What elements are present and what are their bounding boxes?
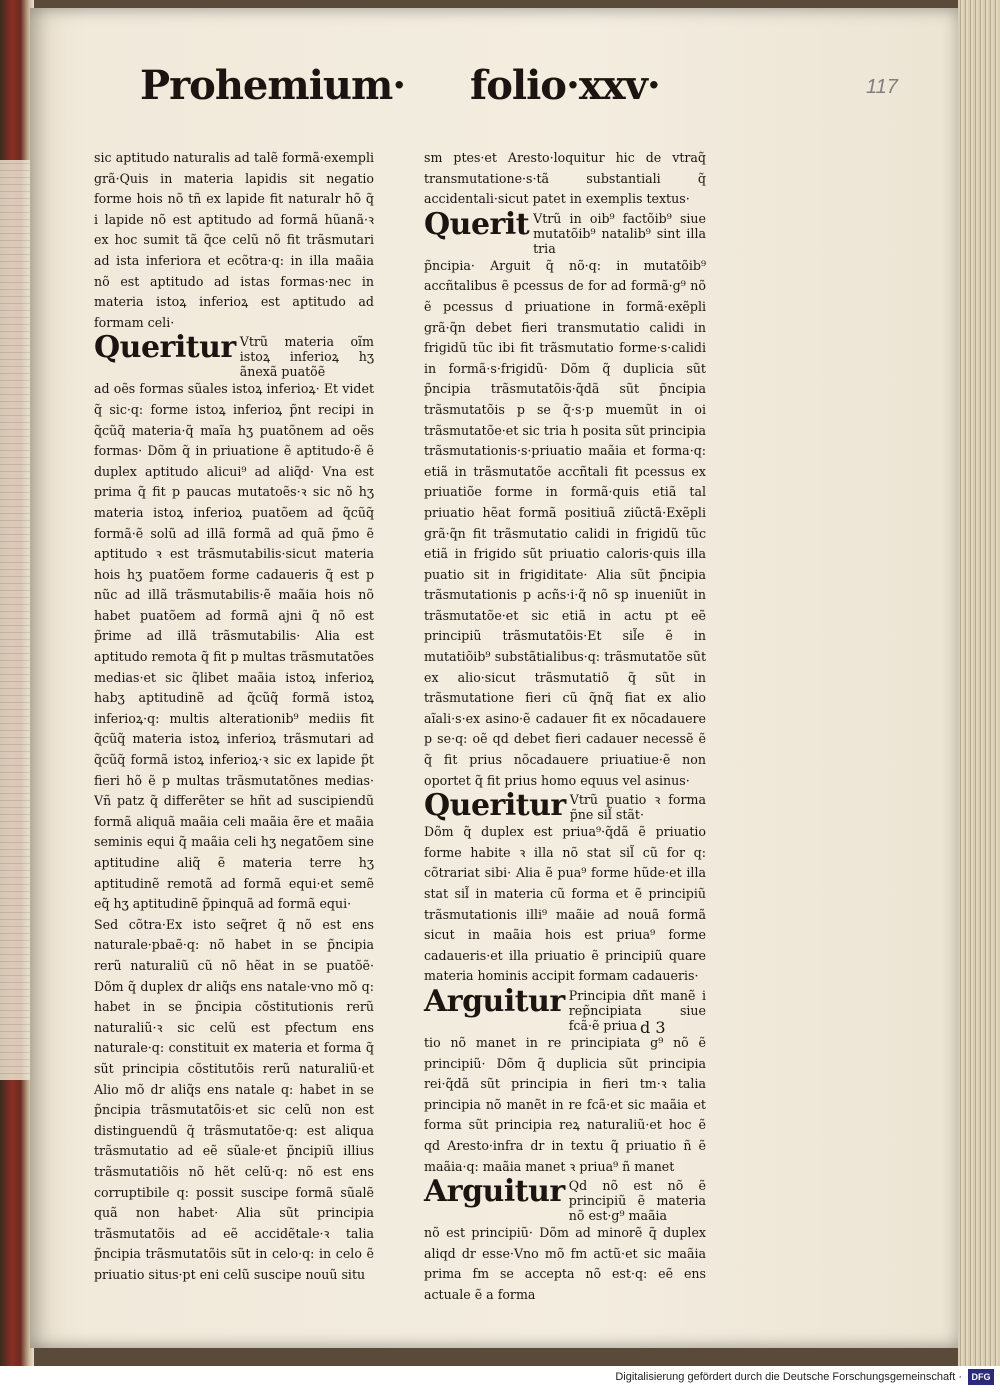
right-text-column	[424, 148, 706, 1306]
folio-label: folio·xxv·	[470, 62, 660, 109]
dfg-logo: DFG	[968, 1369, 994, 1385]
handwritten-folio-number: 117	[866, 76, 898, 98]
paragraph: nõ est principiũ· Dõm ad minorẽ q̃ duplex aliqd dr esse·Vno mõ fm actũ·et sic maãia prima fm se accepta nõ est·q: eẽ ens actuale ẽ a forma	[424, 1225, 706, 1302]
rubric-word: Querit	[424, 206, 530, 242]
question-heading	[424, 206, 706, 256]
paragraph: sm ptes·et Aresto·loquitur hic de vtraq̃ transmutatione·s·tã substantiali q̃ accidentali·sicut patet in exemplis textus·	[424, 150, 706, 207]
question-text: Vtrũ materia oĩm istoꝝ inferioꝝ hʒ ãnexã puatõẽ	[239, 334, 374, 380]
question-heading	[424, 788, 706, 824]
rubric-word: Queritur	[424, 788, 566, 824]
paragraph: ad oẽs formas sũales istoꝝ inferioꝝ· Et videt q̃ sic·q: forme istoꝝ inferioꝝ p̃nt recipi in q̃cũq̃ materia·q̃ maĩa hʒ puatõnem ad oẽs formas· Dõm q̃ in priuatione ẽ aptitudo·ẽ ẽ duplex aptitudo alicui⁹ ad aliq̃d· Vna est prima q̃ fit p paucas mutatoẽs·ꝛ sic nõ hʒ materia istoꝝ inferioꝝ puatõem ad q̃cũq̃ formã·ẽ solũ ad illã formã ad quã p̃mo ẽ aptitudo ꝛ est trãsmutabilis·sicut materia hois hʒ puatõem forme cadaueris q̃ est p nũc ad illã trãsmutabilis·ẽ maãia hois nõ habet puatõem ad formã ajni q̃ nõ est p̃rime ad illã trãsmutabilis· Alia est aptitudo remota q̃ fit p multas trãsmutatões medias·et sic q̃libet maãia istoꝝ inferioꝝ habʒ aptitudinẽ ad q̃cũq̃ formã istoꝝ inferioꝝ·q: multis alterationib⁹ mediis fit q̃cũq̃ materia istoꝝ inferioꝝ trãsmutari ad q̃cũq̃ formã istoꝝ inferioꝝ·ꝛ sic ex lapide p̃t fieri hõ ẽ p multas trãsmutatõnes medias· Vñ patz q̃ differẽter se hñt ad suscipiendũ formã aliquã maãia celi maãia ẽre et maãia seminis equi q̃ maãia celi hʒ negatõem sine aptitudine aliq̃ ẽ materia terre hʒ aptitudinẽ remotã ad formã equi·et semẽ eq̃ hʒ aptitudinẽ p̃pinquã ad formã equi·	[94, 381, 374, 912]
paragraph: sic aptitudo naturalis ad talẽ formã·exempli grã·Quis in materia lapidis sit negatio forme hois nõ tñ ex lapide fit naturalr hõ q̃ i lapide nõ est aptitudo ad formã hũanã·ꝛ ex hoc sumit tã q̃ce celũ nõ fit trãsmutari ad ista inferiora et ecõtra·q: in illa maãia nõ est aptitudo ad istas formas·nec in materia istoꝝ inferioꝝ est aptitudo ad formam celi·	[94, 150, 374, 330]
facing-page-edge	[0, 160, 30, 1080]
question-text: Vtrũ puatio ꝛ forma p̃ne sil̃ stãt·	[569, 792, 706, 823]
paragraph: tio nõ manet in re principiata g⁹ nõ ẽ principiũ· Dõm q̃ duplicia sũt principia rei·q̃dã sũt principia in fieri tm·ꝛ talia principia nõ manẽt in re fcã·et sic maãia et forma sũt principia reꝝ naturaliũ·et hoc ẽ qd Aresto·infra dr in textu q̃ priuatio ñ ẽ maãia·q: maãia manet ꝛ priua⁹ ñ manet	[424, 1034, 706, 1174]
rubric-word: Arguitur	[424, 1174, 565, 1210]
argument-text: Qd nõ est nõ ẽ principiũ ẽ materia nõ est·g⁹ maãia	[568, 1178, 706, 1224]
rubric-word: Queritur	[94, 330, 236, 366]
paragraph: Dõm q̃ duplex est priua⁹·q̃dã ẽ priuatio forme habite ꝛ illa nõ stat sil̃ cũ for q: cõtrariat sibi· Alia ẽ pua⁹ forme hũde·et illa stat sil̃ in materia cũ forma et ẽ principiũ trãsmutationis illi⁹ maãie ad nouã formã sicut in maãia hois est priua⁹ forme cadaueris·et illa priuatio ẽ principiũ quare materia hominis accipit formam cadaueris·	[424, 824, 706, 984]
left-text-column	[94, 148, 374, 1285]
show-through-text	[318, 78, 458, 100]
page-fore-edge	[958, 0, 1000, 1372]
digitization-credit: Digitalisierung gefördert durch die Deutsche Forschungsgemeinschaft ·	[615, 1371, 962, 1383]
paragraph: Sed cõtra·Ex isto seq̃ret q̃ nõ est ens naturale·pbaẽ·q: nõ habet in se p̃ncipia rerũ naturaliũ cũ nõ hẽat in se puatõẽ· Dõm q̃ duplex dr aliq̃s ens natale·vno mõ q: habet in se p̃ncipia cõstitutionis rerũ naturaliũ·ꝛ sic celũ est pfectum ens naturale·q: constituit ex materia et forma q̃ sũt principia cõstitutõis rerũ naturaliũ·et Alio mõ dr aliq̃s ens natale q: habet in se p̃ncipia trãsmutatõis·et sic celũ non est distinguendũ q̃ trãsmutatõe·q: est aliqua trãsmutatio ad eẽ sũale·et p̃ncipiũ illius trãsmutatiõis nõ hẽt celũ·q: nõ est ens corruptibile q: possit suscipe formã sũalẽ quã non habet· Alia sũt principia trãsmutatõis ad eẽ accidẽtale·ꝛ talia p̃ncipia trãsmutatõis sũt in celo·q: in celo ẽ priuatio situs·pt eni celũ suscipe nouũ situ	[94, 916, 374, 1282]
signature-mark: d 3	[640, 1018, 666, 1037]
paragraph: p̃ncipia· Arguit q̃ nõ·q: in mutatõib⁹ accñtalibus ẽ pcessus de for ad formã·g⁹ nõ ẽ pcessus d priuatione in formã·exẽpli grã·q̃n debet fieri transmutatio calidi in frigidũ tũc ibi fit trãsmutatio forme·s·calidi in formã·s·frigidũ· Dõm q̃ duplicia sũt p̃ncipia trãsmutatõis·q̃dã sũt p̃ncipia trãsmutatõis p se q̃·s·p muemũt in oi trãsmutatõe·et sic tria h posita sũt principia trãsmutationis·s·priuatio maãia et forma·q: etiã in trãsmutatõe accñtali fit pcessus ex priuatiõe forme in formã·quis etiã tal priuatio hẽat formã positiuã ziũctã·Exẽpli grã·q̃n fit trãsmutatio calidi in frigidũ tũc etiã in frigido sũt priuatio caloris·quis illa puatio sit in frigiditate· Alia sũt p̃ncipia trãsmutationis p acñs·i·q̃ nõ sp inueniũt in trãsmutatõe·et sic etiã in actu pt eẽ principiũ trãsmutatõis·Et sil̃e ẽ in mutatiõib⁹ substãtialibus·q: trãsmutatõe sũt ex alio·sicut trãsmutatiõ q̃ sũt in trãsmutatione fieri cũ q̃nq̃ fiat ex alio aĩali·s·ex asino·ẽ cadauer fit ex nõcadauere p se·q: oẽ qd debet fieri cadauer necessẽ ẽ q̃ fit prius nõcadauere priuatiue·ẽ non oportet q̃ fit prius homo equus vel asinus·	[424, 257, 706, 788]
question-heading	[94, 330, 374, 380]
rubric-word: Arguitur	[424, 983, 565, 1019]
argument-heading	[424, 1174, 706, 1224]
question-text: Vtrũ in oib⁹ factõib⁹ siue mutatõib⁹ natalib⁹ sint illa tria	[533, 210, 706, 256]
argument-text: Principia dñt manẽ i rep̃ncipiata siue fcã·ẽ priua	[568, 987, 706, 1033]
running-head-title: Prohemium·	[140, 62, 406, 109]
